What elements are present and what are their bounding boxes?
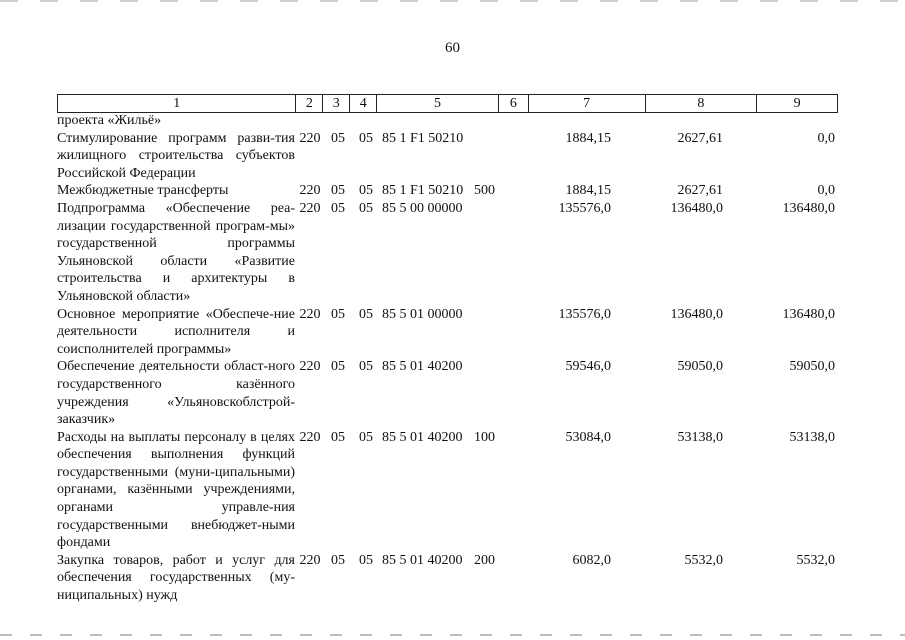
cell-gr: 220 [299,130,321,146]
table-row [57,429,847,552]
cell-rz: 05 [331,359,345,375]
row-name: Межбюджетные трансферты [57,183,229,199]
cell-rz: 05 [331,552,345,568]
cell-col8: 5532,0 [684,552,723,568]
cell-rz: 05 [331,200,345,216]
header-cell-7: 7 [529,95,646,112]
cell-col9: 136480,0 [782,306,835,322]
cell-col8: 2627,61 [677,130,723,146]
cell-csr: 85 1 F1 50210 [382,130,464,146]
cell-col9: 136480,0 [782,200,835,216]
cell-col7: 6082,0 [572,552,611,568]
cell-gr: 220 [299,359,321,375]
row-name: Закупка товаров, работ и услуг для обеспечения государственных (му-ниципальных) нужд [57,552,295,604]
table-row [57,552,847,605]
header-cell-4: 4 [350,95,377,112]
cell-gr: 220 [299,429,321,445]
row-name: Подпрограмма «Обеспечение реа-лизации государственной програм-мы» государственной программы Ульяновской области «Развитие строительства и архитектуры в Ульяновской области» [57,200,295,304]
table-row [57,182,847,200]
row-name: Основное мероприятие «Обеспече-ние деятельности исполнителя и соисполнителей программы» [57,306,295,357]
cell-rz: 05 [331,429,345,445]
cell-col8: 136480,0 [670,306,723,322]
header-cell-3: 3 [323,95,350,112]
header-cell-6: 6 [499,95,529,112]
cell-vr: 100 [474,429,495,445]
cell-pr: 05 [359,552,373,568]
table-row [57,200,847,306]
table-row [57,130,847,183]
header-cell-8: 8 [646,95,758,112]
cell-col9: 5532,0 [796,552,835,568]
cell-pr: 05 [359,183,373,199]
scan-edge-bottom [0,634,905,636]
cell-col8: 53138,0 [677,429,723,445]
cell-col8: 136480,0 [670,200,723,216]
scan-edge-top [0,0,905,2]
cell-col8: 59050,0 [677,359,723,375]
cell-rz: 05 [331,306,345,322]
table-body [57,112,847,605]
cell-csr: 85 5 00 00000 [382,200,463,216]
table-row [57,358,847,428]
cell-csr: 85 1 F1 50210 [382,183,464,199]
cell-pr: 05 [359,359,373,375]
cell-col9: 0,0 [817,183,835,199]
cell-col9: 53138,0 [789,429,835,445]
cell-gr: 220 [299,200,321,216]
cell-csr: 85 5 01 40200 [382,429,463,445]
cell-vr: 500 [474,183,495,199]
cell-col8: 2627,61 [677,183,723,199]
cell-col9: 59050,0 [789,359,835,375]
cell-pr: 05 [359,130,373,146]
cell-pr: 05 [359,306,373,322]
cell-col7: 1884,15 [565,183,611,199]
cell-col7: 59546,0 [565,359,611,375]
row-name: Стимулирование программ разви-тия жилищного строительства субъектов Российской Федерации [57,130,295,181]
cell-pr: 05 [359,429,373,445]
cell-vr: 200 [474,552,495,568]
cell-gr: 220 [299,552,321,568]
cell-gr: 220 [299,306,321,322]
header-cell-9: 9 [793,96,801,111]
cell-col7: 53084,0 [565,429,611,445]
cell-pr: 05 [359,200,373,216]
cell-gr: 220 [299,183,321,199]
row-name: проекта «Жильё» [57,113,162,128]
table-row [57,306,847,359]
cell-col7: 135576,0 [558,200,611,216]
table-row [57,112,847,130]
cell-rz: 05 [331,130,345,146]
cell-rz: 05 [331,183,345,199]
table-header-row [57,94,838,113]
cell-csr: 85 5 01 00000 [382,306,463,322]
row-name: Обеспечение деятельности област-ного государственного казённого учреждения «Ульяновскоблстрой-заказчик» [57,359,295,428]
cell-col7: 1884,15 [565,130,611,146]
cell-csr: 85 5 01 40200 [382,359,463,375]
header-cell-2: 2 [296,95,323,112]
header-cell-5: 5 [377,95,499,112]
cell-col9: 0,0 [817,130,835,146]
cell-col7: 135576,0 [558,306,611,322]
row-name: Расходы на выплаты персоналу в целях обеспечения выполнения функций государственными (муни-ципальными) органами, казёнными учреждениями, органами управле-ния государственными внебюджет-ными фондами [57,429,295,551]
header-cell-1: 1 [58,95,296,112]
page-number: 60 [445,40,460,56]
cell-csr: 85 5 01 40200 [382,552,463,568]
